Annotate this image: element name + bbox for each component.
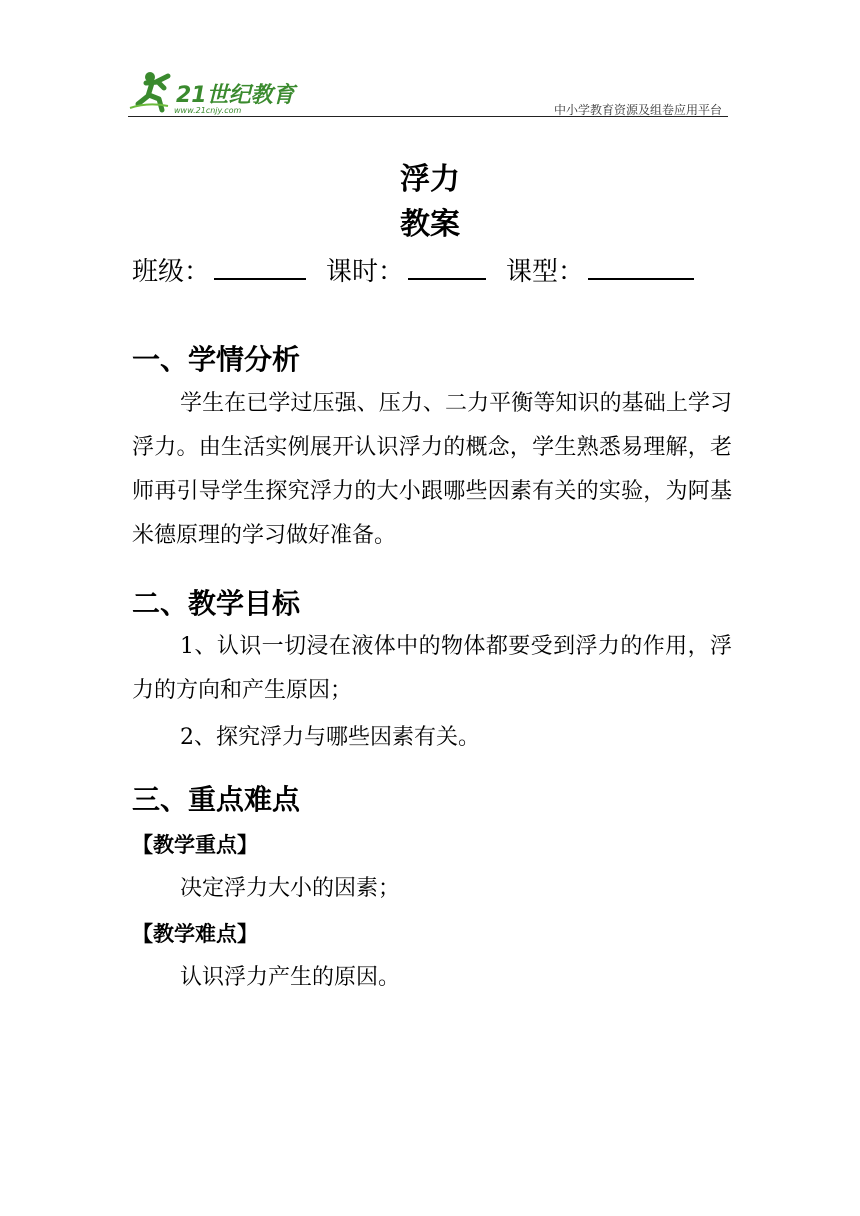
logo (128, 68, 298, 116)
section-heading-1: 一、学情分析 (132, 343, 301, 376)
logo-text: 21世纪教育 (176, 83, 295, 108)
type-blank (588, 252, 694, 280)
section-heading-2: 二、教学目标 (132, 587, 301, 620)
key-point-label: 【教学重点】 (132, 833, 258, 857)
class-label: 班级： (132, 257, 211, 287)
platform-name: 中小学教育资源及组卷应用平台 (553, 103, 722, 117)
difficulty-text: 认识浮力产生的原因。 (180, 965, 401, 990)
section-2-item-1: 1、认识一切浸在液体中的物体都要受到浮力的作用，浮力的方向和产生原因； (132, 634, 732, 703)
class-blank (214, 252, 306, 280)
key-point-text: 决定浮力大小的因素； (180, 876, 401, 901)
section-2-item-2: 2、探究浮力与哪些因素有关。 (180, 725, 480, 750)
section-1-paragraph: 学生在已学过压强、压力、二力平衡等知识的基础上学习浮力。由生活实例展开认识浮力的概念，学生熟悉易理解，老师再引导学生探究浮力的大小跟哪些因素有关的实验，为阿基米德原理的学习做好准备。 (132, 391, 732, 548)
logo-url: www.21cnjy.com (174, 106, 242, 115)
difficulty-label: 【教学难点】 (132, 922, 258, 946)
header-divider (128, 116, 728, 117)
runner-logo-icon (128, 68, 298, 116)
page-header (128, 68, 728, 118)
type-label: 课型： (506, 257, 585, 287)
info-fields (132, 252, 694, 290)
page-subtitle: 教案 (400, 207, 460, 242)
section-heading-3: 三、重点难点 (132, 783, 301, 816)
period-label: 课时： (326, 257, 405, 287)
period-blank (408, 252, 486, 280)
page-title: 浮力 (400, 162, 460, 197)
